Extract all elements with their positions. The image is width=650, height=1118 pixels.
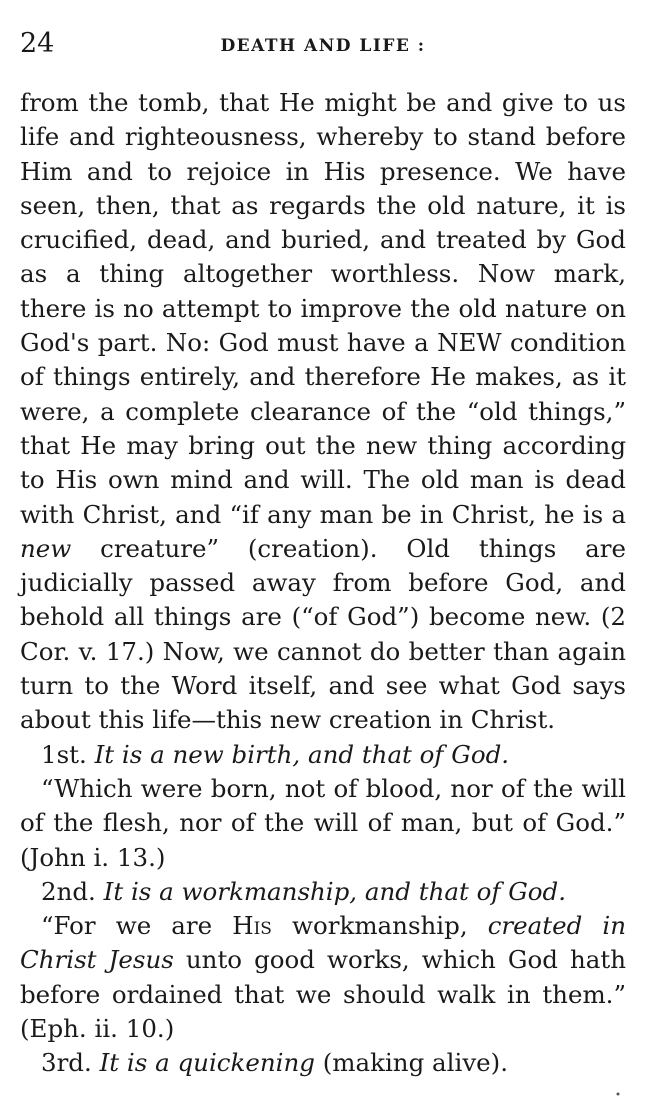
quote-text: unto good works, which God hath before ordained that we should walk in them.” (Eph. ii. 10.) [20,945,626,1044]
point-title: It is a workmanship, and that of God. [103,876,567,906]
point-title: It is a new birth, and that of God. [94,739,510,769]
quote-text: “For we are [41,911,233,941]
point-quote-2 [20,909,626,1046]
point-heading-3 [20,1046,626,1080]
point-quote-1: “Which were born, not of blood, nor of the will of the flesh, nor of the will of man, but of God.” (John i. 13.) [20,773,626,872]
paragraph-text-a: from the tomb, that He might be and give to us life and righteousness, whereby to stand before Him and to rejoice in His presence. We have seen, then, that as regards the old nature, it is crucified, dead, and buried, and treated by God as a thing altogether worthless. Now mark, there is no attempt to improve the old nature on God's part. No: God must have a NEW condition of things entirely, and therefore He makes, as it were, a complete clearance of the “old things,” that He may bring out the new thing according to His own mind and will. The old man is dead with Christ, and “if any man be in Christ, he is a [20,88,626,529]
point-rest: (making alive). [314,1048,509,1078]
body-text [20,86,626,1081]
quote-text: workmanship, [271,911,488,941]
point-heading-1 [20,738,626,772]
running-head: DEATH AND LIFE : [220,36,426,56]
point-number: 1st. [41,739,87,769]
point-number: 2nd. [41,876,96,906]
dot-mark-icon [614,1090,622,1098]
page-header [20,28,626,68]
point-heading-2 [20,875,626,909]
italic-created: created in Christ Jesus [20,911,626,975]
italic-new: new [20,533,72,563]
book-page [20,28,626,1081]
small-caps-his: His [232,911,272,941]
page-number: 24 [20,28,55,59]
paragraph-text-b: creature” (creation). Old things are judicially passed away from before God, and behold all things are (“of God”) become new. (2 Cor. v. 17.) Now, we cannot do better than again turn to the Word itself, and see what God says about this life—this new creation in Christ. [20,533,626,735]
paragraph-main [20,86,626,738]
point-number: 3rd. [41,1048,92,1078]
point-title: It is a quickening [99,1048,315,1078]
